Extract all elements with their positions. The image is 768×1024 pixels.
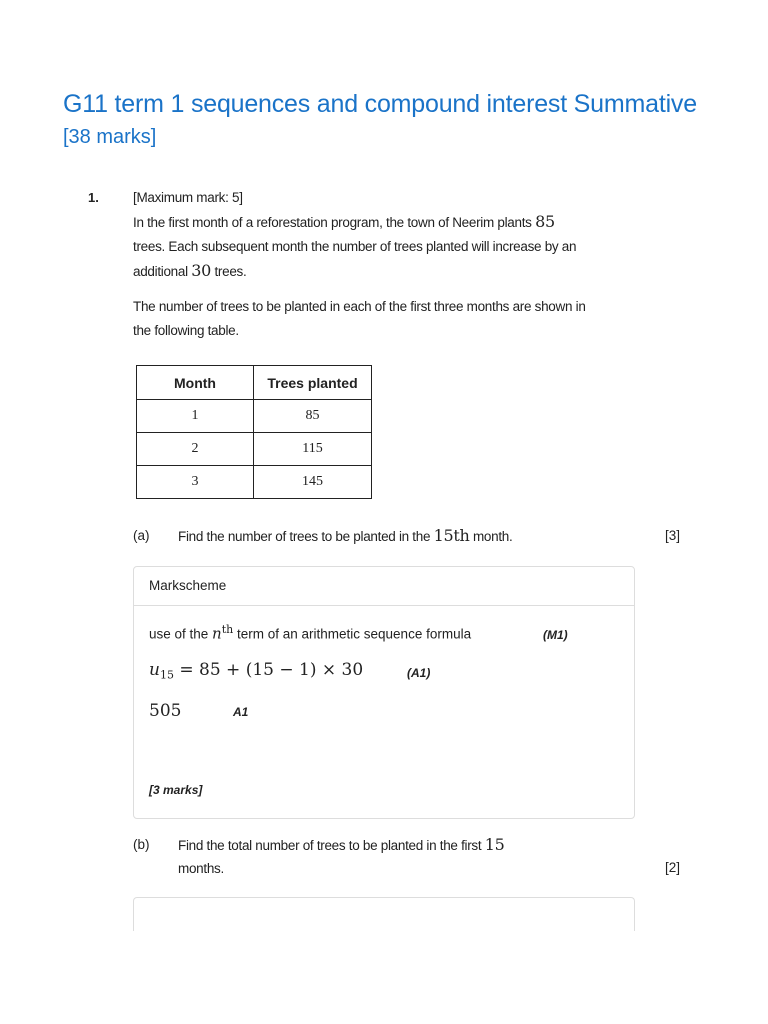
question-number: 1. — [88, 190, 99, 205]
markscheme-heading[interactable]: Markscheme — [134, 567, 634, 606]
intro-text-4: trees. — [211, 264, 247, 279]
part-b-text-1: Find the total number of trees to be planted in the first — [178, 838, 485, 853]
table-cell: 1 — [137, 400, 254, 433]
ms-line1-text-a: use of the — [149, 626, 213, 642]
ms-tag-a1-bracket: (A1) — [407, 666, 431, 680]
header-month: Month — [137, 366, 254, 400]
markscheme-line-1 — [149, 623, 471, 643]
table-row — [137, 433, 372, 466]
table-cell: 145 — [254, 466, 372, 499]
table-row — [137, 466, 372, 499]
intro-value-85: 85 — [535, 212, 555, 231]
ms-formula: = 85 + (15 − 1) × 30 — [173, 660, 364, 680]
table-cell: 85 — [254, 400, 372, 433]
markscheme-line-2 — [149, 660, 363, 682]
part-b-math: 15 — [484, 835, 505, 854]
table-row — [137, 400, 372, 433]
part-b-question — [178, 833, 505, 880]
intro-text-1: In the first month of a reforestation program, the town of Neerim plants — [133, 215, 536, 230]
intro-line-1 — [133, 210, 576, 235]
table-cell: 2 — [137, 433, 254, 466]
ms-th-sup: th — [221, 623, 234, 636]
page-bottom-margin — [0, 931, 768, 1024]
table-header-row — [137, 366, 372, 400]
part-a-text-2: month. — [469, 529, 513, 544]
ms-tag-a1: A1 — [233, 705, 249, 719]
page-title: G11 term 1 sequences and compound interest Summative — [63, 90, 697, 118]
table-cell: 115 — [254, 433, 372, 466]
intro-line-3 — [133, 259, 576, 284]
ms-u-sub: 15 — [159, 668, 174, 682]
ms-answer: 505 — [149, 701, 182, 721]
part-b-line-1 — [178, 833, 505, 857]
part-a-math: 15th — [433, 526, 470, 545]
part-b-line-2: months. — [178, 861, 224, 876]
max-mark: [Maximum mark: 5] — [133, 190, 243, 205]
table-intro — [133, 295, 586, 343]
intro-line-2: trees. Each subsequent month the number of trees planted will increase by an — [133, 239, 577, 254]
ms-tag-m1: (M1) — [543, 628, 568, 642]
part-b-label: (b) — [133, 837, 150, 852]
total-marks: [38 marks] — [63, 126, 157, 148]
header-trees-planted: Trees planted — [254, 366, 372, 400]
intro-value-30: 30 — [191, 261, 212, 280]
table-cell: 3 — [137, 466, 254, 499]
ms-n-math: n — [212, 624, 222, 643]
ms-total-marks: [3 marks] — [149, 783, 203, 797]
ms-line1-text-b: term of an arithmetic sequence formula — [233, 626, 472, 642]
ms-u-math: u — [149, 660, 160, 680]
table-intro-line-1: The number of trees to be planted in each of the first three months are shown in — [133, 299, 586, 314]
part-b-marks: [2] — [664, 860, 680, 875]
markscheme-box-a[interactable] — [133, 566, 635, 819]
part-a-text-1: Find the number of trees to be planted in the — [178, 529, 434, 544]
intro-text-3: additional — [133, 264, 192, 279]
table-intro-line-2: the following table. — [133, 323, 239, 338]
part-a-question — [178, 524, 512, 548]
part-a-label: (a) — [133, 528, 150, 543]
part-a-marks: [3] — [664, 528, 680, 543]
question-intro — [133, 186, 576, 284]
trees-table — [136, 365, 372, 499]
